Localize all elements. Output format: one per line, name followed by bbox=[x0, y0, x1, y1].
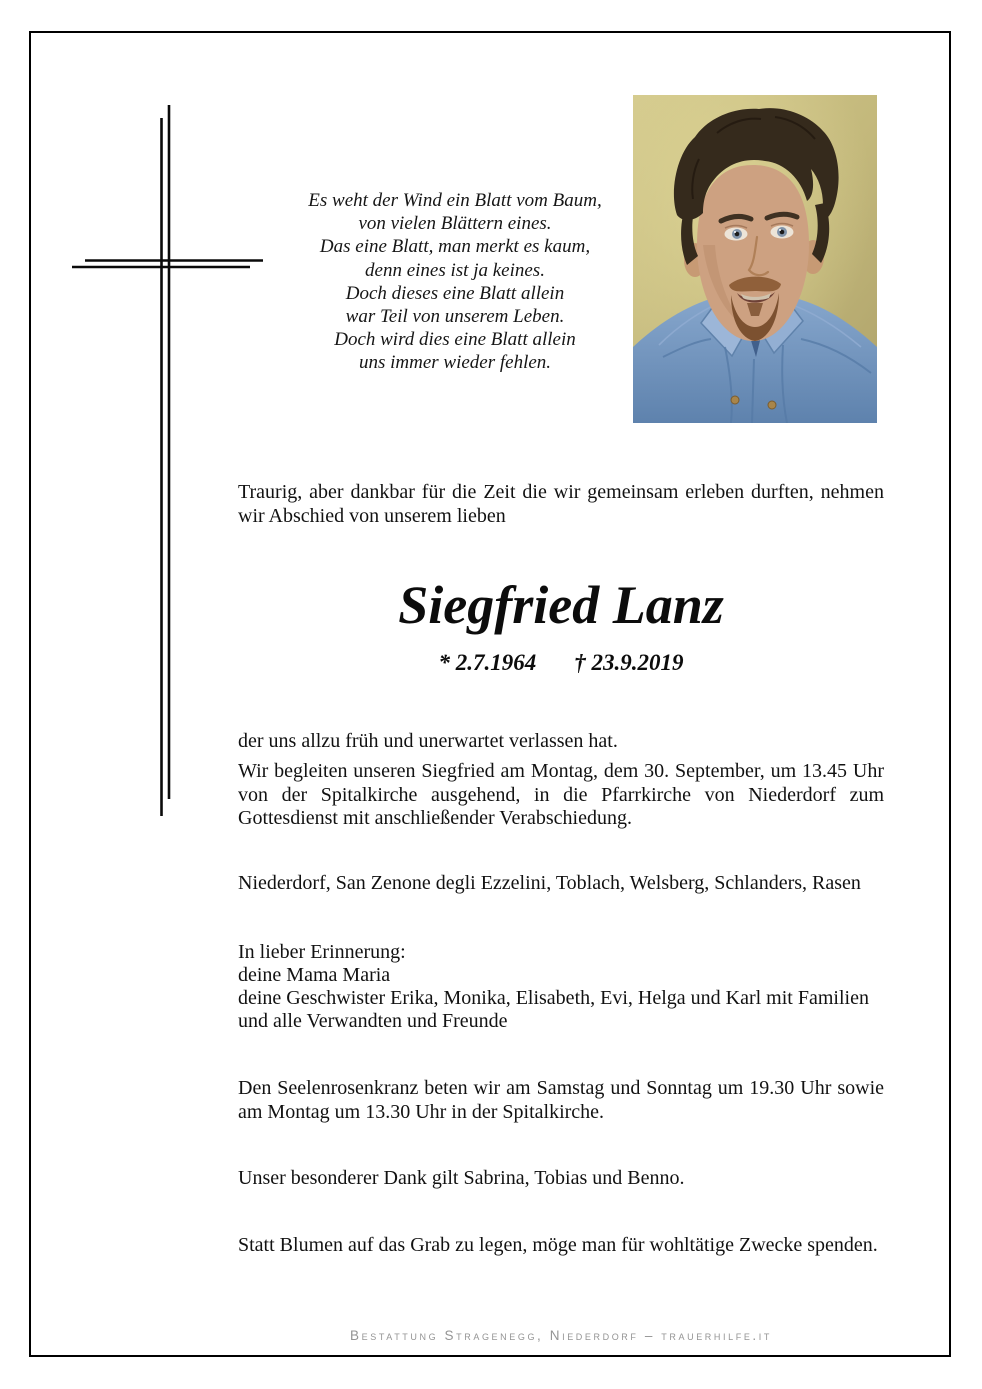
poem-line: Doch wird dies eine Blatt allein bbox=[334, 329, 576, 351]
life-dates bbox=[238, 650, 884, 676]
rosary-text: Den Seelenrosenkranz beten wir am Samstag und Sonntag um 19.30 Uhr sowie am Montag um 13.30 Uhr in der Spitalkirche. bbox=[238, 1077, 884, 1123]
poem-line: Doch dieses eine Blatt allein bbox=[345, 282, 565, 304]
intro-text: Traurig, aber dankbar für die Zeit die wir gemeinsam erleben durften, nehmen wir Abschied von unserem lieben bbox=[238, 481, 884, 527]
after-name-text: der uns allzu früh und unerwartet verlassen hat. bbox=[238, 730, 618, 752]
poem-line: denn eines ist ja keines. bbox=[365, 259, 545, 281]
remembrance-line: deine Geschwister Erika, Monika, Elisabeth, Evi, Helga und Karl mit Familien bbox=[238, 987, 869, 1009]
birth-date: * 2.7.1964 bbox=[438, 650, 537, 675]
portrait-photo bbox=[633, 95, 877, 423]
deceased-name: Siegfried Lanz bbox=[398, 575, 724, 635]
poem-line: Es weht der Wind ein Blatt vom Baum, bbox=[308, 190, 602, 211]
remembrance-title: In lieber Erinnerung: bbox=[238, 941, 406, 963]
funeral-home-footer: Bestattung Stragenegg, Niederdorf – trauerhilfe.it bbox=[350, 1328, 772, 1343]
donation-text: Statt Blumen auf das Grab zu legen, möge man für wohltätige Zwecke spenden. bbox=[238, 1234, 878, 1256]
poem-line: war Teil von unserem Leben. bbox=[345, 306, 565, 328]
thanks-text: Unser besonderer Dank gilt Sabrina, Tobias und Benno. bbox=[238, 1167, 685, 1189]
remembrance-block bbox=[238, 941, 884, 1033]
places-line: Niederdorf, San Zenone degli Ezzelini, Toblach, Welsberg, Schlanders, Rasen bbox=[238, 872, 861, 894]
portrait-photo-illustration bbox=[633, 95, 877, 423]
poem-line: Das eine Blatt, man merkt es kaum, bbox=[319, 236, 591, 258]
poem-line: von vielen Blättern eines. bbox=[358, 213, 552, 235]
funeral-details-text: Wir begleiten unseren Siegfried am Montag, dem 30. September, um 13.45 Uhr von der Spitalkirche ausgehend, in die Pfarrkirche von Niederdorf zum Gottesdienst mit anschließender Verabschiedung. bbox=[238, 760, 884, 829]
poem-line: uns immer wieder fehlen. bbox=[358, 352, 552, 374]
death-date: † 23.9.2019 bbox=[574, 650, 684, 675]
memorial-poem bbox=[285, 189, 625, 375]
remembrance-line: und alle Verwandten und Freunde bbox=[238, 1010, 508, 1032]
remembrance-line: deine Mama Maria bbox=[238, 964, 391, 986]
